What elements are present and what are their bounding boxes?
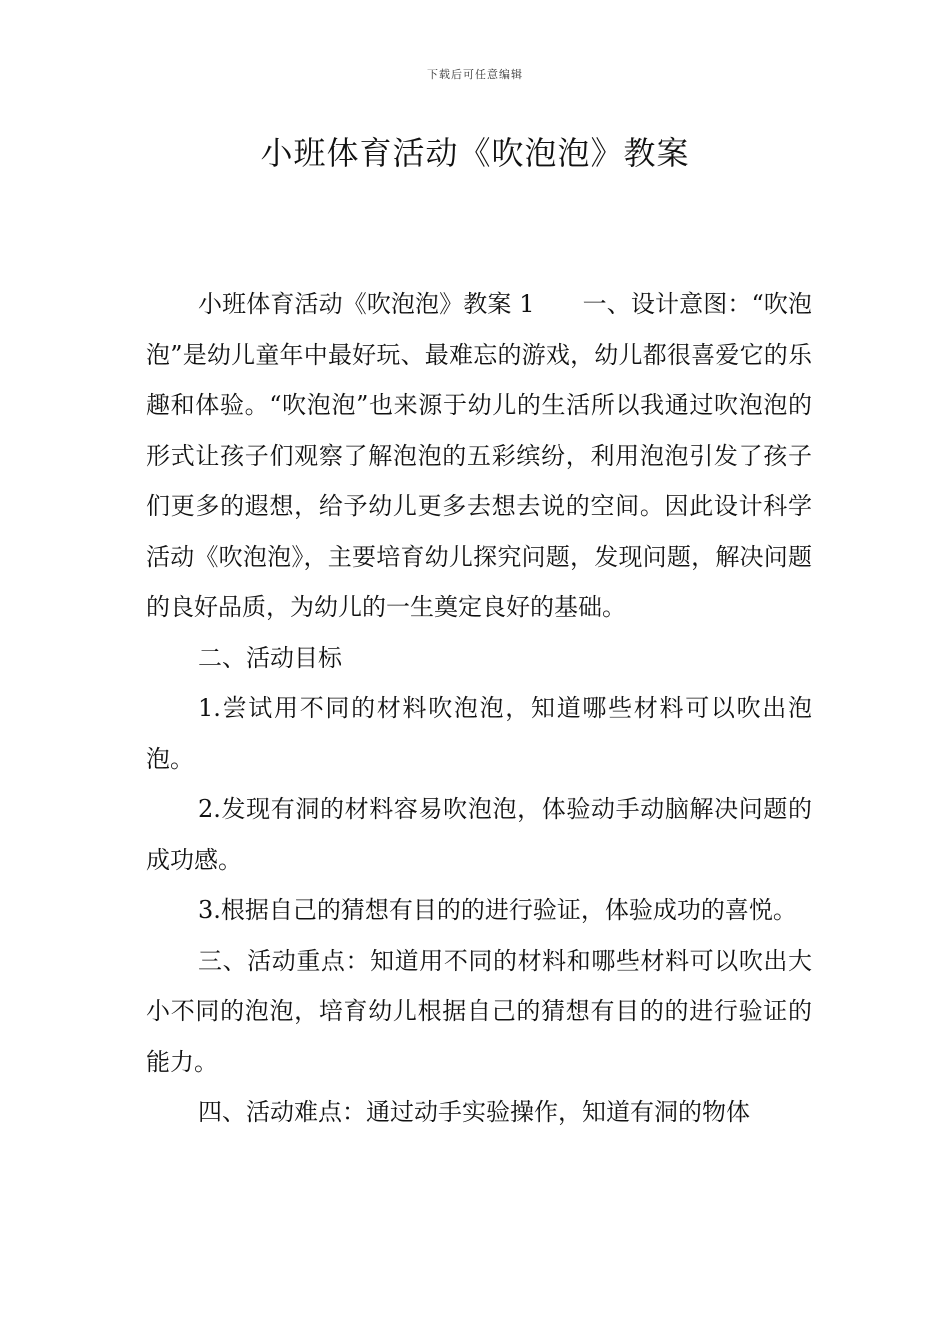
paragraph-goal-3: 3.根据自己的猜想有目的的进行验证，体验成功的喜悦。 [198, 896, 797, 924]
document-body [146, 279, 812, 1138]
paragraph-key-points: 三、活动重点：知道用不同的材料和哪些材料可以吹出大小不同的泡泡，培育幼儿根据自己的猜想有目的的进行验证的能力。 [146, 946, 812, 1076]
paragraph-difficulties: 四、活动难点：通过动手实验操作，知道有洞的物体 [198, 1098, 750, 1126]
design-intent-text: 一、设计意图：“吹泡泡”是幼儿童年中最好玩、最难忘的游戏，幼儿都很喜爱它的乐趣和体验。“吹泡泡”也来源于幼儿的生活所以我通过吹泡泡的形式让孩子们观察了解泡泡的五彩缤纷，利用泡泡引发了孩子们更多的遐想，给予幼儿更多去想去说的空间。因此设计科学活动《吹泡泡》，主要培育幼儿探究问题，发现问题，解决问题的良好品质，为幼儿的一生奠定良好的基础。 [146, 290, 812, 621]
paragraph-goal-2: 2.发现有洞的材料容易吹泡泡，体验动手动脑解决问题的成功感。 [146, 795, 812, 874]
document-title: 小班体育活动《吹泡泡》教案 [260, 134, 690, 172]
intro-heading: 小班体育活动《吹泡泡》教案 1 [198, 290, 535, 318]
paragraph-design-intent [146, 279, 812, 633]
header-note: 下载后可任意编辑 [427, 68, 523, 81]
paragraph-goal-1: 1.尝试用不同的材料吹泡泡，知道哪些材料可以吹出泡泡。 [146, 694, 812, 773]
paragraph-goals-heading: 二、活动目标 [198, 643, 342, 672]
